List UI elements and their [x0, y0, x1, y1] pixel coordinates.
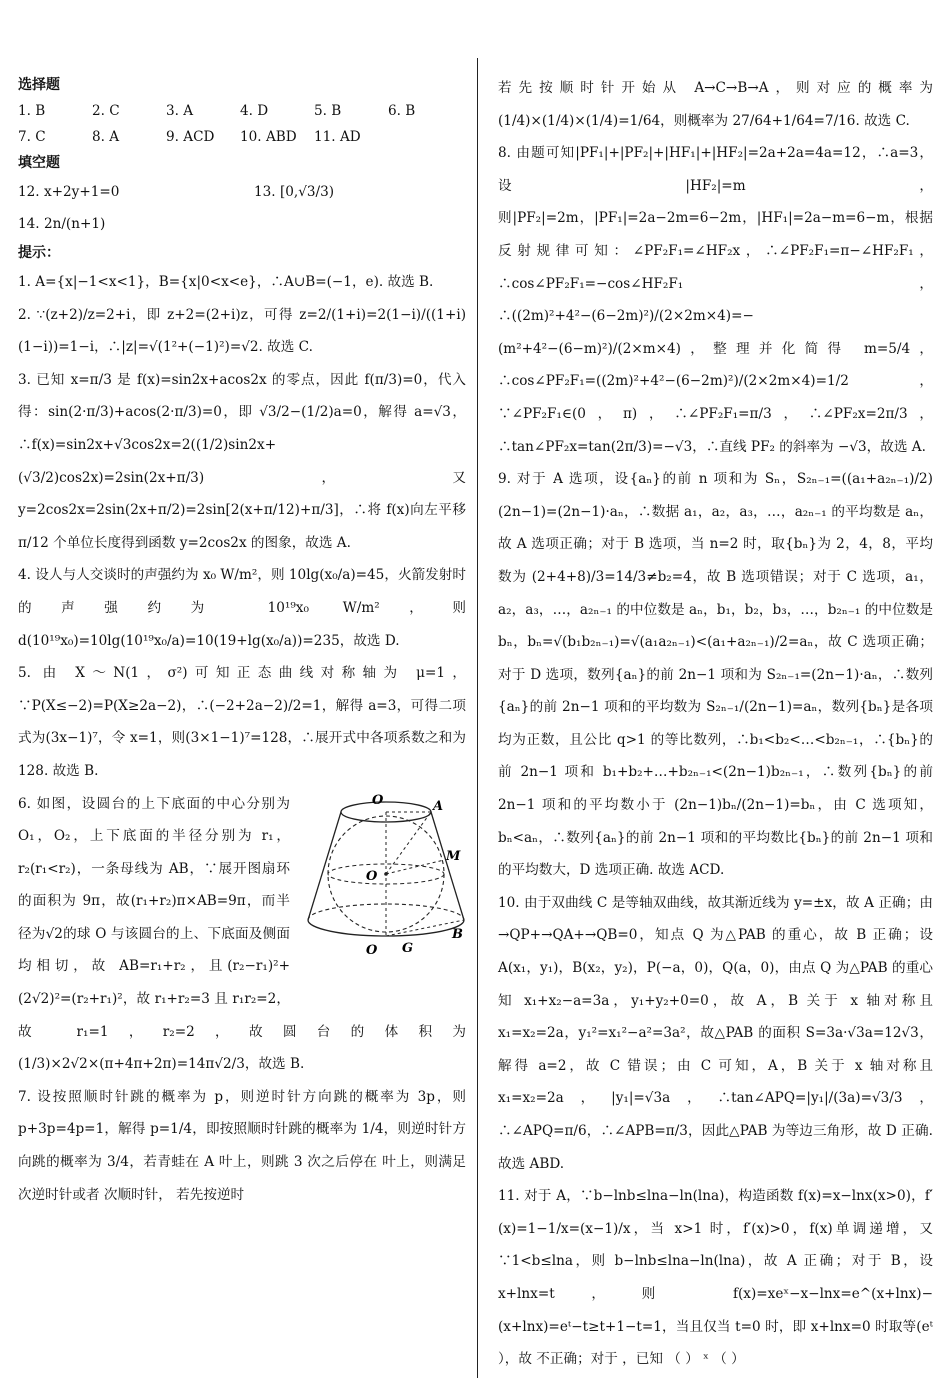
- answer-7: 7. C: [18, 129, 46, 145]
- answer-9: 9. ACD: [166, 129, 215, 145]
- answer-10: 10. ABD: [240, 129, 297, 145]
- label-o2: O: [366, 942, 378, 958]
- hint-8: 8. 由题可知|PF₁|+|PF₂|+|HF₁|+|HF₂|=2a+2a=4a=12，∴a=3，设|HF₂|=m，则|PF₂|=2m，|PF₁|=2a−2m=6−2m，|HF₁|=2a−m=6−m，根据反射规律可知：∠PF₂F₁=∠HF₂x，∴∠PF₂F₁=π−∠HF₂F₁，∴cos∠PF₂F₁=−cos∠HF₂F₁，∴((2m)²+4²−(6−2m)²)/(2×2m×4)=−(m²+4²−(6−m)²)/(2×m×4)，整理并化简得 m=5/4，∴cos∠PF₂F₁=((2m)²+4²−(6−2m)²)/(2×2m×4)=1/2，∵∠PF₂F₁∈(0，π)，∴∠PF₂F₁=π/3，∴∠PF₂x=2π/3，∴tan∠PF₂x=tan(2π/3)=−√3，∴直线 PF₂ 的斜率为 −√3，故选 A.: [498, 145, 933, 455]
- answer-1: 1. B: [18, 103, 46, 119]
- hint-3: 3. 已知 x=π/3 是 f(x)=sin2x+acos2x 的零点，因此 f(π/3)=0，代入得：sin(2·π/3)+acos(2·π/3)=0，即 √3/2−(1/2)a=0，解得 a=√3，∴f(x)=sin2x+√3cos2x=2((1/2)sin2x+(√3/2)cos2x)=2sin(2x+π/3)，又 y=2cos2x=2sin(2x+π/2)=2sin[2(x+π/12)+π/3]，∴将 f(x)向左平移 π/12 个单位长度得到函数 y=2cos2x 的图象，故选 A.: [18, 371, 466, 551]
- hint-1: 1. A={x|−1<x<1}，B={x|0<x<e}，∴A∪B=(−1，e). 故选 B.: [18, 274, 434, 290]
- label-g: G: [402, 940, 414, 956]
- answer-12: 12. x+2y+1=0: [18, 184, 120, 200]
- fill-heading: 填空题: [18, 155, 60, 171]
- answer-13: 13. [0,√3/3): [254, 184, 335, 200]
- hint-7: 7. 设按照顺时针跳的概率为 p，则逆时针方向跳的概率为 3p，则 p+3p=4p=1，解得 p=1/4，即按照顺时针跳的概率为 1/4，则逆时针方向跳的概率为 3/4，若青蛙在 A 叶上，则跳 3 次之后停在 叶上，则满足 次逆时针或者 次顺时针， 若先按逆时: [18, 1088, 466, 1203]
- hint-2: 2. ∵(z+2)/z=2+i，即 z+2=(2+i)z，可得 z=2/(1+i)=2(1−i)/((1+i)(1−i))=1−i，∴|z|=√(1²+(−1)²)=√2. 故选 C.: [18, 306, 466, 356]
- answer-3: 3. A: [166, 103, 194, 119]
- answer-5: 5. B: [314, 103, 342, 119]
- answer-11: 11. AD: [314, 129, 361, 145]
- choice-answers-row-1: [18, 98, 466, 124]
- label-b: B: [452, 926, 463, 942]
- choice-answers-row-2: [18, 124, 466, 150]
- label-a: A: [433, 798, 444, 814]
- answer-4: 4. D: [240, 103, 269, 119]
- hint-7-continued: 若先按顺时针开始从 A→C→B→A，则对应的概率为 (1/4)×(1/4)×(1/4)=1/64，则概率为 27/64+1/64=7/16. 故选 C.: [498, 80, 933, 129]
- right-column: [498, 72, 933, 1376]
- label-o: O: [366, 868, 378, 884]
- hint-10: 10. 由于双曲线 C 是等轴双曲线，故其渐近线为 y=±x，故 A 正确；由 →QP+→QA+→QB=0，知点 Q 为△PAB 的重心，故 B 正确；设 A(x₁，y₁)，B(x₂，y₂)，P(−a，0)，Q(a，0)，由点 Q 为△PAB 的重心知 x₁+x₂−a=3a，y₁+y₂+0=0，故 A，B 关于 x 轴对称且 x₁=x₂=2a，y₁²=x₁²−a²=3a²，故△PAB 的面积 S=3a·√3a=12√3，解得 a=2，故 C 错误；由 C 可知，A，B 关于 x 轴对称且 x₁=x₂=2a，|y₁|=√3a，∴tan∠APQ=|y₁|/(3a)=√3/3，∴∠APQ=π/6，∴∠APB=π/3，因此△PAB 为等边三角形，故 D 正确. 故选 ABD.: [498, 894, 933, 1172]
- answer-8: 8. A: [92, 129, 120, 145]
- hint-4: 4. 设人与人交谈时的声强约为 x₀ W/m²，则 10lg(x₀/a)=45，火箭发射时的声强约为 10¹⁹x₀ W/m²，则 d(10¹⁹x₀)=10lg(10¹⁹x₀/a)=10(19+lg(x₀/a))=235，故选 D.: [18, 567, 466, 649]
- fill-answers-row-2: [18, 208, 466, 240]
- frustum-diagram: [298, 788, 466, 988]
- hint-9: 9. 对于 A 选项，设{aₙ}的前 n 项和为 Sₙ，S₂ₙ₋₁=((a₁+a₂ₙ₋₁)/2)(2n−1)=(2n−1)·aₙ，∴数据 a₁，a₂，a₃，…，a₂ₙ₋₁ 的平均数是 aₙ，故 A 选项正确；对于 B 选项，当 n=2 时，取{bₙ}为 2，4，8，平均数为 (2+4+8)/3=14/3≠b₂=4，故 B 选项错误；对于 C 选项，a₁，a₂，a₃，…，a₂ₙ₋₁ 的中位数是 aₙ，b₁，b₂，b₃，…，b₂ₙ₋₁ 的中位数是 bₙ，bₙ=√(b₁b₂ₙ₋₁)=√(a₁a₂ₙ₋₁)<(a₁+a₂ₙ₋₁)/2=aₙ，故 C 选项正确；对于 D 选项，数列{aₙ}的前 2n−1 项和为 S₂ₙ₋₁=(2n−1)·aₙ，∴数列{aₙ}的前 2n−1 项和的平均数为 S₂ₙ₋₁/(2n−1)=aₙ，数列{bₙ}是各项均为正数，且公比 q>1 的等比数列，∴b₁<b₂<…<b₂ₙ₋₁，∴{bₙ}的前 2n−1 项和 b₁+b₂+…+b₂ₙ₋₁<(2n−1)b₂ₙ₋₁，∴数列{bₙ}的前 2n−1 项和的平均数小于 (2n−1)bₙ/(2n−1)=bₙ，由 C 选项知，bₙ<aₙ，∴数列{aₙ}的前 2n−1 项和的平均数比{bₙ}的前 2n−1 项和的平均数大，D 选项正确. 故选 ACD.: [498, 471, 933, 879]
- fill-answers-row-1: [18, 176, 466, 208]
- column-divider: [477, 58, 478, 1378]
- answer-2: 2. C: [92, 103, 120, 119]
- answer-6: 6. B: [388, 103, 416, 119]
- label-o1: O: [372, 792, 384, 808]
- hint-11: 11. 对于 A，∵b−lnb≤lna−ln(lna)，构造函数 f(x)=x−lnx(x>0)，f′(x)=1−1/x=(x−1)/x，当 x>1 时，f′(x)>0，f(x)单调递增，又∵1<b≤lna，则 b−lnb≤lna−ln(lna)，故 A 正确；对于 B，设 x+lnx=t，则 f(x)=xeˣ−x−lnx=e^(x+lnx)−(x+lnx)=eᵗ−t≥t+1−t=1，当且仅当 t=0 时，即 x+lnx=0 时取等(eᵗ ），故 不正确；对于 ，已知 （ ） ˣ （ ）: [498, 1188, 933, 1368]
- hint-heading: 提示：: [18, 245, 60, 261]
- hint-5: 5. 由 X～N(1，σ²)可知正态曲线对称轴为 μ=1，∵P(X≤−2)=P(X≥2a−2)，∴(−2+2a−2)/2=1，解得 a=3，可得二项式为(3x−1)⁷，令 x=1，则(3×1−1)⁷=128，∴展开式中各项系数之和为 128. 故选 B.: [18, 665, 466, 779]
- left-column: [18, 72, 466, 1211]
- frustum-sphere-figure: [298, 788, 466, 988]
- hint-6: 6. 如图，设圆台的上下底面的中心分别为 O₁，O₂，上下底面的半径分别为 r₁，r₂(r₁<r₂)，一条母线为 AB，∵展开图扇环的面积为 9π，故(r₁+r₂)π×AB=9π，而半径为√2的球 O 与该圆台的上、下底面及侧面均相切，故 AB=r₁+r₂，且(r₂−r₁)²+(2√2)²=(r₂+r₁)²，故 r₁+r₂=3 且 r₁r₂=2，故 r₁=1，r₂=2，故圆台的体积为 (1/3)×2√2×(π+4π+2π)=14π√2/3，故选 B.: [18, 795, 466, 1073]
- label-m: M: [446, 848, 461, 864]
- choice-heading: 选择题: [18, 77, 60, 93]
- answer-14: 14. 2n/(n+1): [18, 216, 106, 232]
